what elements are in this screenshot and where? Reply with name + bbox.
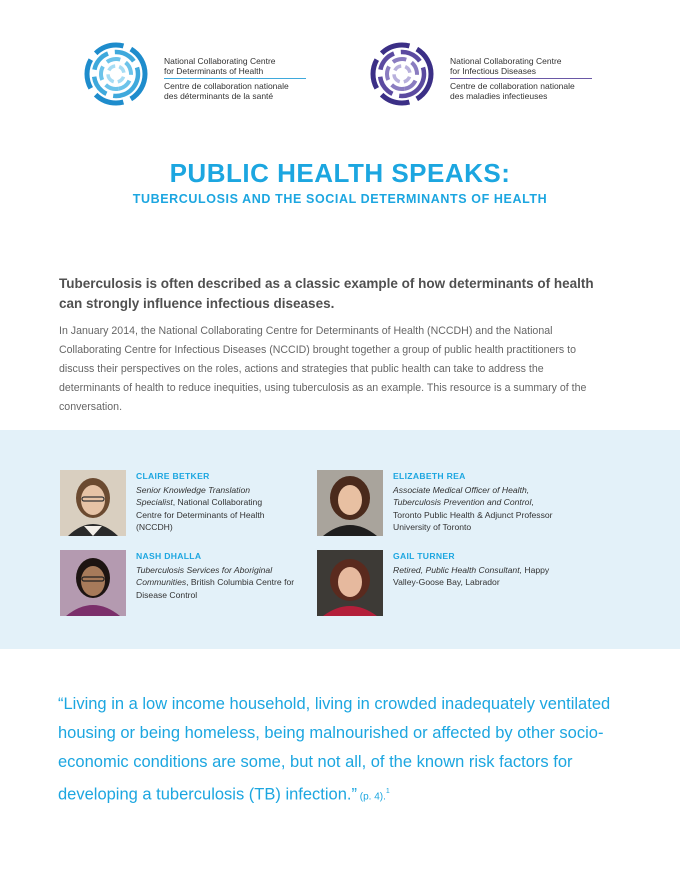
quote-citation: (p. 4). [356, 791, 386, 803]
contributor-claire-betker [60, 470, 286, 536]
logo-line-fr-1: Centre de collaboration nationale [450, 81, 575, 91]
contributor-name: ELIZABETH REA [393, 471, 466, 481]
contributor-org: , National Collaborating Centre for Determinants of Health (NCCDH) [136, 497, 265, 532]
contributor-org: , British Columbia Centre for Disease Control [136, 577, 295, 600]
logo-line-fr-1: Centre de collaboration nationale [164, 81, 289, 91]
contributors-panel [0, 430, 680, 649]
pull-quote [58, 690, 648, 812]
contributor-photo [60, 470, 126, 536]
lead-paragraph: Tuberculosis is often described as a classic example of how determinants of health can strongly influence infectious diseases. [59, 276, 594, 311]
contributor-role: Associate Medical Officer of Health, Tuberculosis Prevention and Control [393, 484, 532, 507]
contributor-photo [60, 550, 126, 616]
page-subtitle: TUBERCULOSIS AND THE SOCIAL DETERMINANTS OF HEALTH [132, 192, 548, 206]
contributor-name: NASH DHALLA [136, 551, 202, 561]
logo-line-en-2: for Determinants of Health [164, 66, 264, 76]
nccdh-logo [84, 42, 306, 106]
logo-line-en-2: for Infectious Diseases [450, 66, 536, 76]
logo-line-fr-2: des maladies infectieuses [450, 91, 548, 101]
nccid-logo [370, 42, 592, 106]
contributor-role: Senior Knowledge Translation Specialist [136, 484, 251, 507]
contributor-photo [317, 550, 383, 616]
quote-footnote-ref: 1 [385, 788, 390, 795]
logo-divider [164, 78, 306, 79]
logo-line-fr-2: des déterminants de la santé [164, 91, 274, 101]
contributor-role: Retired, Public Health Consultant, [393, 564, 522, 575]
swirl-logo-icon [84, 42, 148, 106]
contributor-org: , Toronto Public Health & Adjunct Professor University of Toronto [393, 497, 553, 532]
swirl-logo-icon [370, 42, 434, 106]
contributor-elizabeth-rea [317, 470, 563, 536]
logo-line-en-1: National Collaborating Centre [450, 56, 562, 66]
page-title: PUBLIC HEALTH SPEAKS: [169, 158, 511, 188]
quote-text: “Living in a low income household, living in crowded inadequately ventilated housing or being homeless, being malnourished or affected by other socio-economic conditions are some, but not all, of the known risk factors for developing a tuberculosis (TB) infection.” [58, 695, 611, 804]
logo-line-en-1: National Collaborating Centre [164, 56, 276, 66]
logo-divider [450, 78, 592, 79]
contributor-gail-turner [317, 550, 563, 616]
contributor-nash-dhalla [60, 550, 296, 616]
contributor-photo [317, 470, 383, 536]
contributor-org: Happy Valley-Goose Bay, Labrador [393, 564, 550, 587]
contributor-name: GAIL TURNER [393, 551, 455, 561]
intro-paragraph: In January 2014, the National Collaborating Centre for Determinants of Health (NCCDH) and the National Collaborating Centre for Infectious Diseases (NCCID) brought together a group of public health practitioners to discuss their perspectives on the roles, actions and strategies that public health can take to address the determinants of health to reduce inequities, using tuberculosis as an example. This resource is a summary of the conversation. [59, 325, 587, 413]
contributor-role: Tuberculosis Services for Aboriginal Communities [136, 564, 273, 587]
contributor-name: CLAIRE BETKER [136, 471, 210, 481]
